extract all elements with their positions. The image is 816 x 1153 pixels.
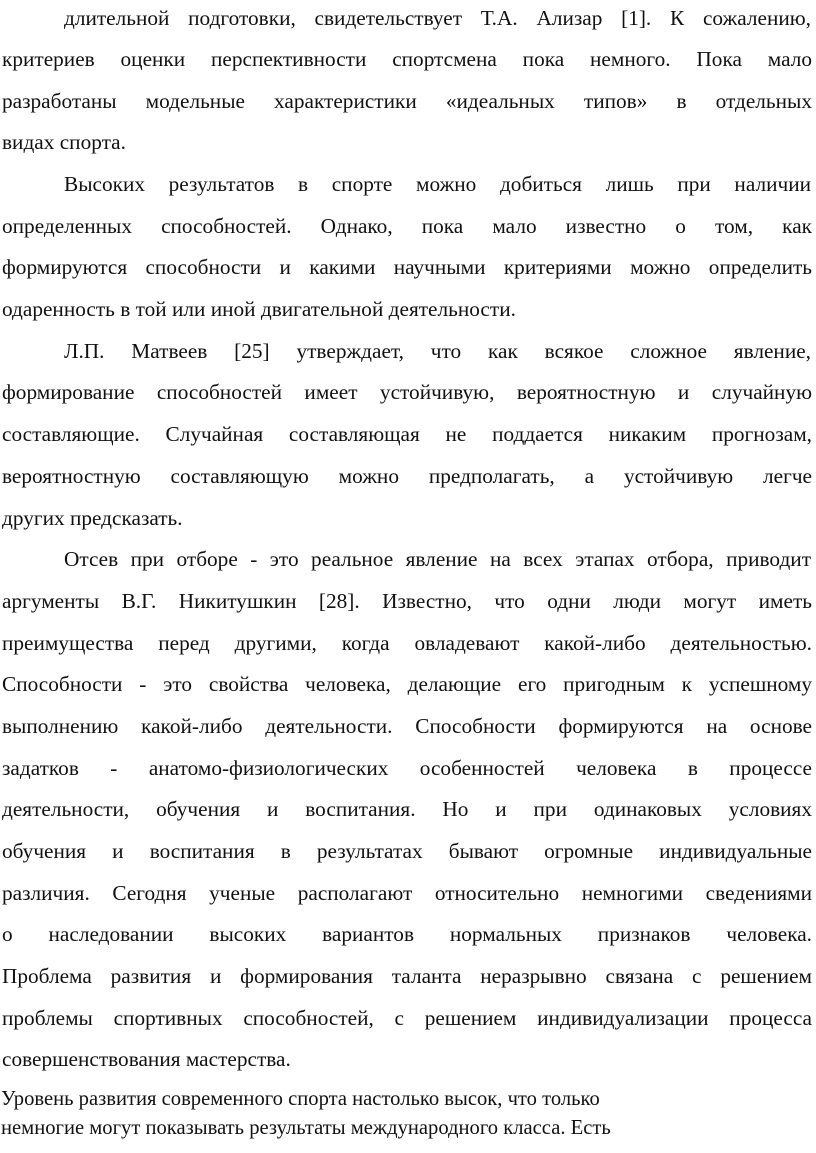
text-line: немногие могут показывать результаты международного класса. Есть bbox=[1, 1117, 611, 1139]
text-line: вероятностную составляющую можно предполагать, а устойчивую легче bbox=[2, 464, 812, 488]
text-line: деятельности, обучения и воспитания. Но и при одинаковых условиях bbox=[2, 797, 812, 821]
text-line: обучения и воспитания в результатах бывают огромные индивидуальные bbox=[2, 839, 812, 863]
text-line: выполнению какой-либо деятельности. Способности формируются на основе bbox=[2, 714, 812, 738]
text-line: Высоких результатов в спорте можно добиться лишь при наличии bbox=[64, 172, 811, 196]
text-line: Л.П. Матвеев [25] утверждает, что как всякое сложное явление, bbox=[64, 339, 811, 363]
text-line: аргументы В.Г. Никитушкин [28]. Известно, что одни люди могут иметь bbox=[2, 589, 812, 613]
text-line: проблемы спортивных способностей, с решением индивидуализации процесса bbox=[2, 1006, 812, 1030]
text-line: о наследовании высоких вариантов нормальных признаков человека. bbox=[2, 922, 812, 946]
text-line: составляющие. Случайная составляющая не поддается никаким прогнозам, bbox=[2, 422, 812, 446]
text-line: разработаны модельные характеристики «идеальных типов» в отдельных bbox=[2, 89, 812, 113]
text-line: различия. Сегодня ученые располагают относительно немногими сведениями bbox=[2, 881, 812, 905]
text-line: Проблема развития и формирования таланта неразрывно связана с решением bbox=[2, 964, 812, 988]
text-line: Уровень развития современного спорта настолько высок, что только bbox=[1, 1088, 600, 1110]
text-line: определенных способностей. Однако, пока мало известно о том, как bbox=[2, 214, 812, 238]
text-line: Способности - это свойства человека, делающие его пригодным к успешному bbox=[2, 672, 812, 696]
text-line: критериев оценки перспективности спортсмена пока немного. Пока мало bbox=[2, 47, 812, 71]
text-line: длительной подготовки, свидетельствует Т.А. Ализар [1]. К сожалению, bbox=[64, 6, 811, 30]
text-line: формируются способности и какими научными критериями можно определить bbox=[2, 255, 812, 279]
text-line: одаренность в той или иной двигательной деятельности. bbox=[2, 297, 516, 321]
text-line: формирование способностей имеет устойчивую, вероятностную и случайную bbox=[2, 380, 812, 404]
text-line: видах спорта. bbox=[2, 130, 126, 154]
text-line: других предсказать. bbox=[2, 506, 183, 530]
text-line: задатков - анатомо-физиологических особенностей человека в процессе bbox=[2, 756, 812, 780]
text-line: Отсев при отборе - это реальное явление на всех этапах отбора, приводит bbox=[64, 547, 811, 571]
text-line: совершенствования мастерства. bbox=[2, 1047, 291, 1071]
text-line: преимущества перед другими, когда овладевают какой-либо деятельностью. bbox=[2, 631, 812, 655]
